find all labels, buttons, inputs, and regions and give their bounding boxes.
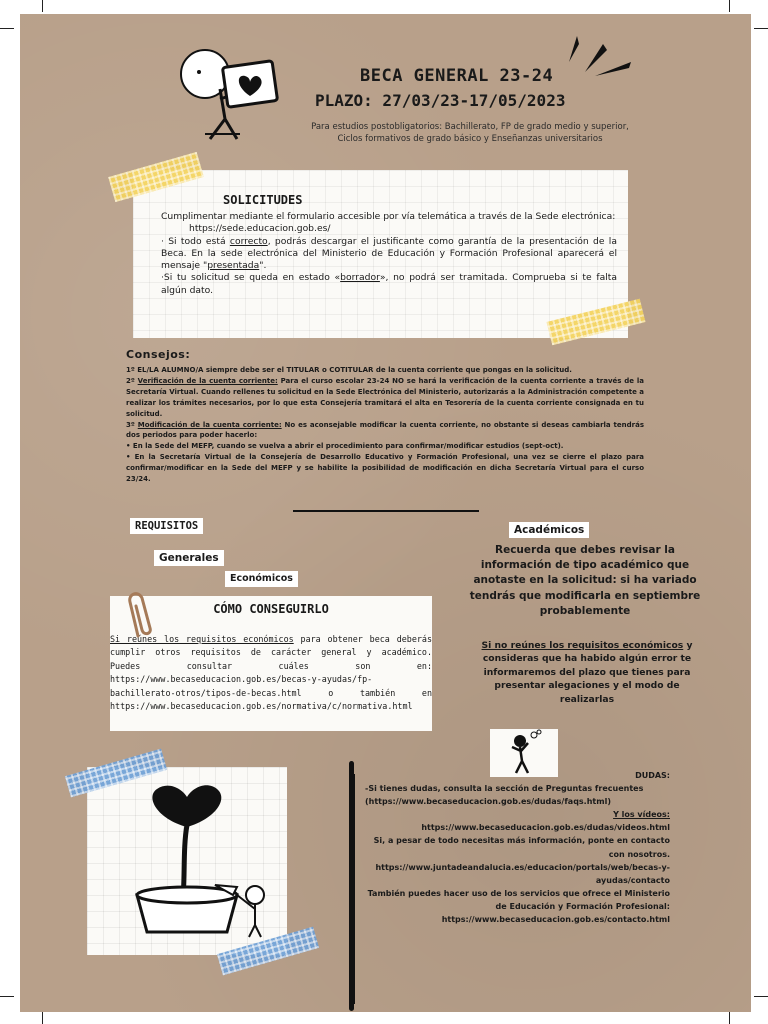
crop-mark (754, 996, 768, 997)
contacto-junta-link[interactable]: https://www.juntadeandalucia.es/educacion/portals/web/becas-y-ayudas/contacto (375, 862, 670, 885)
solicitudes-card (133, 170, 628, 338)
sede-link[interactable]: https://sede.educacion.gob.es/ (189, 223, 331, 235)
consejos-text (126, 365, 644, 485)
heart-plant-icon (87, 767, 287, 955)
solicitudes-title: SOLICITUDES (223, 193, 303, 207)
consejos-title: Consejos: (126, 348, 191, 361)
videos-link[interactable]: https://www.becaseducacion.gob.es/dudas/videos.html (421, 823, 670, 833)
requisitos-tag: REQUISITOS (130, 518, 203, 534)
vertical-divider (353, 774, 355, 1004)
crop-mark (42, 1012, 43, 1024)
dudas-section (365, 769, 670, 926)
dudas-label: DUDAS: (635, 771, 670, 780)
solicitudes-text (161, 211, 617, 297)
academicos-text: Recuerda que debes revisar la información de tipo académico que anotaste en la solicitud: si ha variado tendrás que modificarla en septiembre probablemente (469, 544, 701, 617)
contacto-ministerio-link[interactable]: https://www.becaseducacion.gob.es/contacto.html (441, 915, 670, 925)
crop-mark (754, 28, 768, 29)
faqs-link[interactable]: (https://www.becaseducacion.gob.es/dudas/faqs.html) (365, 797, 611, 807)
economicos-tag: Económicos (225, 571, 298, 587)
dudas-text: También puedes hacer uso de los servicios que ofrece el Ministerio de Educación y Formación Profesional: (367, 888, 670, 911)
solicitudes-paragraph: · Si todo está correcto, podrás descargar el justificante como garantía de la presentación de la Beca. En la sede electrónica del Ministerio de Educación y Formación Profesional aparecerá el mensaje "presentada". (161, 235, 617, 272)
consejo-item: 2º Verificación de la cuenta corriente: Para el curso escolar 23-24 NO se hará la verificación de la cuenta corriente a través de la Secretaría Virtual. Cuando rellenes tu solicitud en la Sede Electrónica del Ministerio, autorizarás a la Administración competente a realizar los trámites necesarios, por lo que esta Consejería tramitará el alta en Tesorería de la cuenta corriente consignada en tu solicitud. (126, 376, 644, 418)
crop-mark (0, 996, 14, 997)
generales-tag: Generales (154, 550, 224, 566)
consejo-bullet: • En la Sede del MEFP, cuando se vuelva a abrir el procedimiento para confirmar/modificar estudios (sept-oct). (126, 442, 564, 451)
subtitle (270, 121, 670, 145)
consejo-item: 1º EL/LA ALUMNO/A siempre debe ser el TITULAR o COTITULAR de la cuenta corriente que pongas en la solicitud. (126, 366, 572, 374)
solicitudes-paragraph: Cumplimentar mediante el formulario accesible por vía telemática a través de la Sede electrónica: (161, 211, 616, 222)
crop-mark (729, 0, 730, 12)
academicos-tag: Académicos (509, 522, 589, 538)
crop-mark (42, 0, 43, 12)
deadline-text: PLAZO: 27/03/23-17/05/2023 (315, 91, 566, 110)
crop-mark (0, 28, 14, 29)
subtitle-line: Ciclos formativos de grado básico y Enseñanzas universitarios (337, 134, 603, 144)
subtitle-line: Para estudios postobligatorios: Bachillerato, FP de grado medio y superior, (311, 122, 629, 132)
consejo-bullet: • En la Secretaría Virtual de la Consejería de Desarrollo Educativo y Formación Profesional, una vez se cierre el plazo para confirmar/modificar en la Sede del MEFP y se habilite la posibilidad de modificación en dicha Secretaría Virtual para el curso 23/24. (126, 453, 644, 484)
no-reunes-text: Si no reúnes los requisitos económicos y consideras que ha habido algún error te informaremos del plazo que tienes para presentar alegaciones y el modo de realizarlas (481, 640, 693, 705)
plant-drawing-card (87, 767, 287, 955)
crop-mark (729, 1012, 730, 1024)
poster (20, 14, 751, 1012)
paperclip-icon (124, 588, 164, 640)
dudas-text: Si, a pesar de todo necesitas más información, ponte en contacto con nosotros. (373, 836, 670, 859)
consejo-item: 3º Modificación de la cuenta corriente: No es aconsejable modificar la cuenta corriente, no obstante si deseas cambiarla tendrás dos periodos para poder hacerlo: (126, 420, 644, 440)
como-text: Si reúnes los requisitos económicos para obtener beca deberás cumplir otros requisitos de carácter general y académico. Puedes consultar cuáles son en: https://www.becaseducacion.gob.es/becas-y-ayudas/fp-bachillerato-otros/tipos-de-becas.html o también en https://www.becaseducacion.gob.es/normativa/c/normativa.html (110, 634, 432, 712)
divider (293, 510, 479, 512)
dudas-text: -Si tienes dudas, consulta la sección de Preguntas frecuentes (365, 784, 644, 794)
solicitudes-paragraph: ·Si tu solicitud se queda en estado «borrador», no podrá ser tramitada. Comprueba si te falta algún dato. (161, 272, 617, 296)
como-title: CÓMO CONSEGUIRLO (213, 602, 329, 616)
videos-label: Y los vídeos: (613, 810, 670, 820)
page-title: BECA GENERAL 23-24 (360, 66, 554, 86)
